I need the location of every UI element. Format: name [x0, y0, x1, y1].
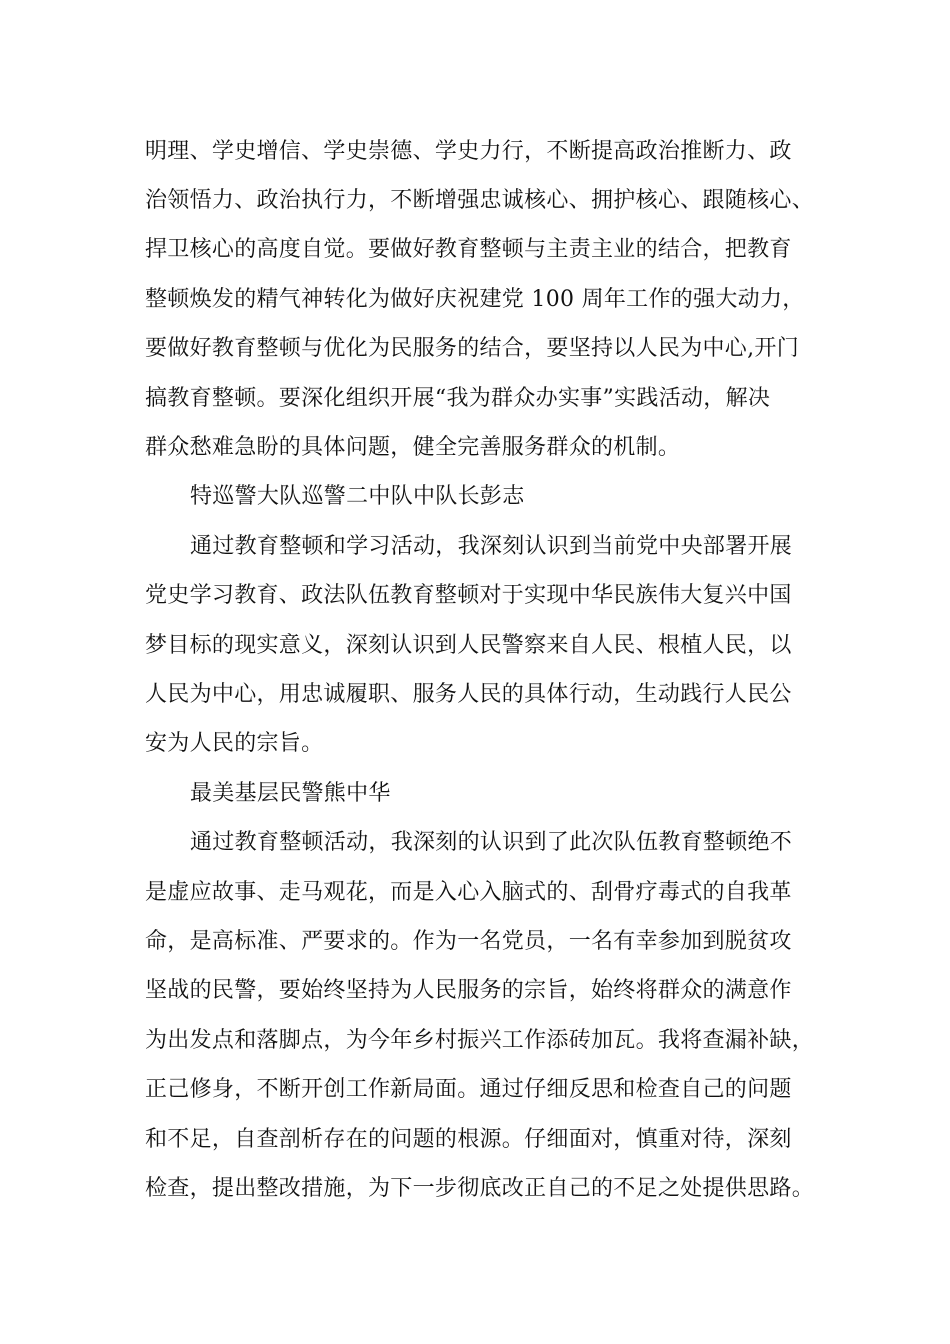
paragraph-line: 捍卫核心的高度自觉。要做好教育整顿与主责主业的结合，把教育 [145, 237, 792, 262]
paragraph-line: 整顿焕发的精气神转化为做好庆祝建党 100 周年工作的强大动力， [145, 287, 805, 312]
speaker-name: 特巡警大队巡警二中队中队长彭志 [190, 484, 525, 509]
paragraph-line: 党史学习教育、政法队伍教育整顿对于实现中华民族伟大复兴中国 [145, 583, 792, 608]
paragraph-line: 坚战的民警，要始终坚持为人民服务的宗旨，始终将群众的满意作 [145, 978, 792, 1003]
paragraph-line: 正己修身，不断开创工作新局面。通过仔细反思和检查自己的问题 [145, 1077, 792, 1102]
paragraph-line: 明理、学史增信、学史崇德、学史力行，不断提高政治推断力、政 [145, 139, 792, 164]
paragraph-line: 治领悟力、政治执行力，不断增强忠诚核心、拥护核心、跟随核心、 [145, 188, 815, 213]
paragraph-line: 人民为中心，用忠诚履职、服务人民的具体行动，生动践行人民公 [145, 682, 792, 707]
paragraph-line: 命，是高标准、严要求的。作为一名党员，一名有幸参加到脱贫攻 [145, 929, 792, 954]
paragraph-line: 和不足，自查剖析存在的问题的根源。仔细面对，慎重对待，深刻 [145, 1127, 792, 1152]
paragraph-line: 是虚应故事、走马观花，而是入心入脑式的、刮骨疗毒式的自我革 [145, 880, 792, 905]
paragraph-line: 检查，提出整改措施，为下一步彻底改正自己的不足之处提供思路。 [145, 1176, 815, 1201]
paragraph-line: 通过教育整顿和学习活动，我深刻认识到当前党中央部署开展 [190, 534, 793, 559]
paragraph-line: 安为人民的宗旨。 [145, 731, 324, 756]
paragraph-line: 群众愁难急盼的具体问题，健全完善服务群众的机制。 [145, 435, 681, 460]
paragraph-line: 通过教育整顿活动，我深刻的认识到了此次队伍教育整顿绝不 [190, 830, 793, 855]
paragraph-line: 搞教育整顿。要深化组织开展“我为群众办实事”实践活动，解决 [145, 386, 771, 411]
paragraph-line: 梦目标的现实意义，深刻认识到人民警察来自人民、根植人民，以 [145, 633, 792, 658]
speaker-name: 最美基层民警熊中华 [190, 781, 391, 806]
paragraph-line: 为出发点和落脚点，为今年乡村振兴工作添砖加瓦。我将查漏补缺， [145, 1028, 815, 1053]
paragraph-line: 要做好教育整顿与优化为民服务的结合，要坚持以人民为中心,开门 [145, 336, 799, 361]
